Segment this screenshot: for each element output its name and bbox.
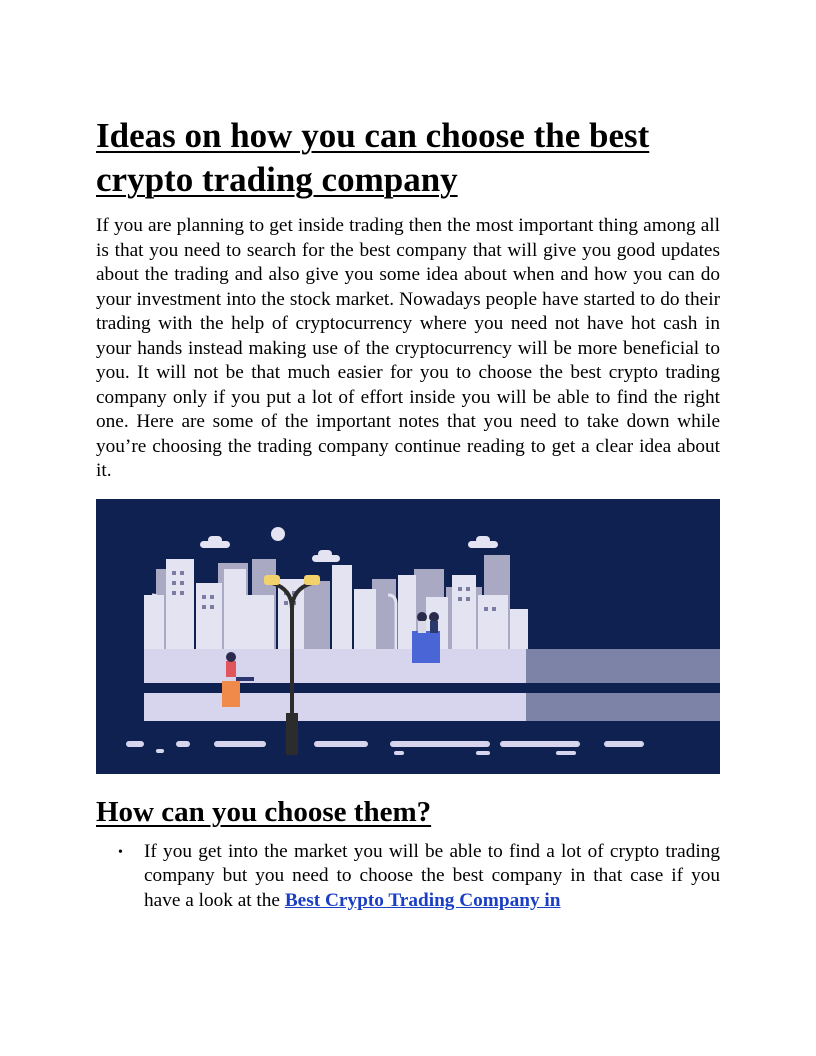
bullet-icon: • bbox=[118, 844, 123, 860]
points-list bbox=[96, 840, 720, 914]
list-item-text: If you get into the market you will be able to find a lot of crypto trading company but you need to choose the best company in that case if you have a look at the bbox=[144, 840, 720, 911]
intro-paragraph: If you are planning to get inside trading then the most important thing among all is that you need to search for the best company that will give you good updates about the trading and also give you some idea about when and how you can do your investment into the stock market. Nowadays people have started to do their trading with the help of cryptocurrency where you need not have hot cash in your hands instead making use of the cryptocurrency will be more beneficial to you. It will not be that much easier for you to choose the best crypto trading company only if you put a lot of effort inside you will be able to find the right one. Here are some of the important notes that you need to take down while you’re choosing the trading company continue reading to get a clear idea about it. bbox=[96, 215, 720, 481]
section-heading: How can you choose them? bbox=[96, 795, 432, 828]
list-item bbox=[96, 840, 720, 914]
document-page bbox=[96, 114, 720, 913]
article-title: Ideas on how you can choose the best crypto trading company bbox=[96, 116, 650, 199]
city-illustration bbox=[96, 499, 720, 774]
moon-icon bbox=[271, 527, 285, 541]
best-crypto-trading-company-link[interactable]: Best Crypto Trading Company in bbox=[284, 889, 561, 911]
